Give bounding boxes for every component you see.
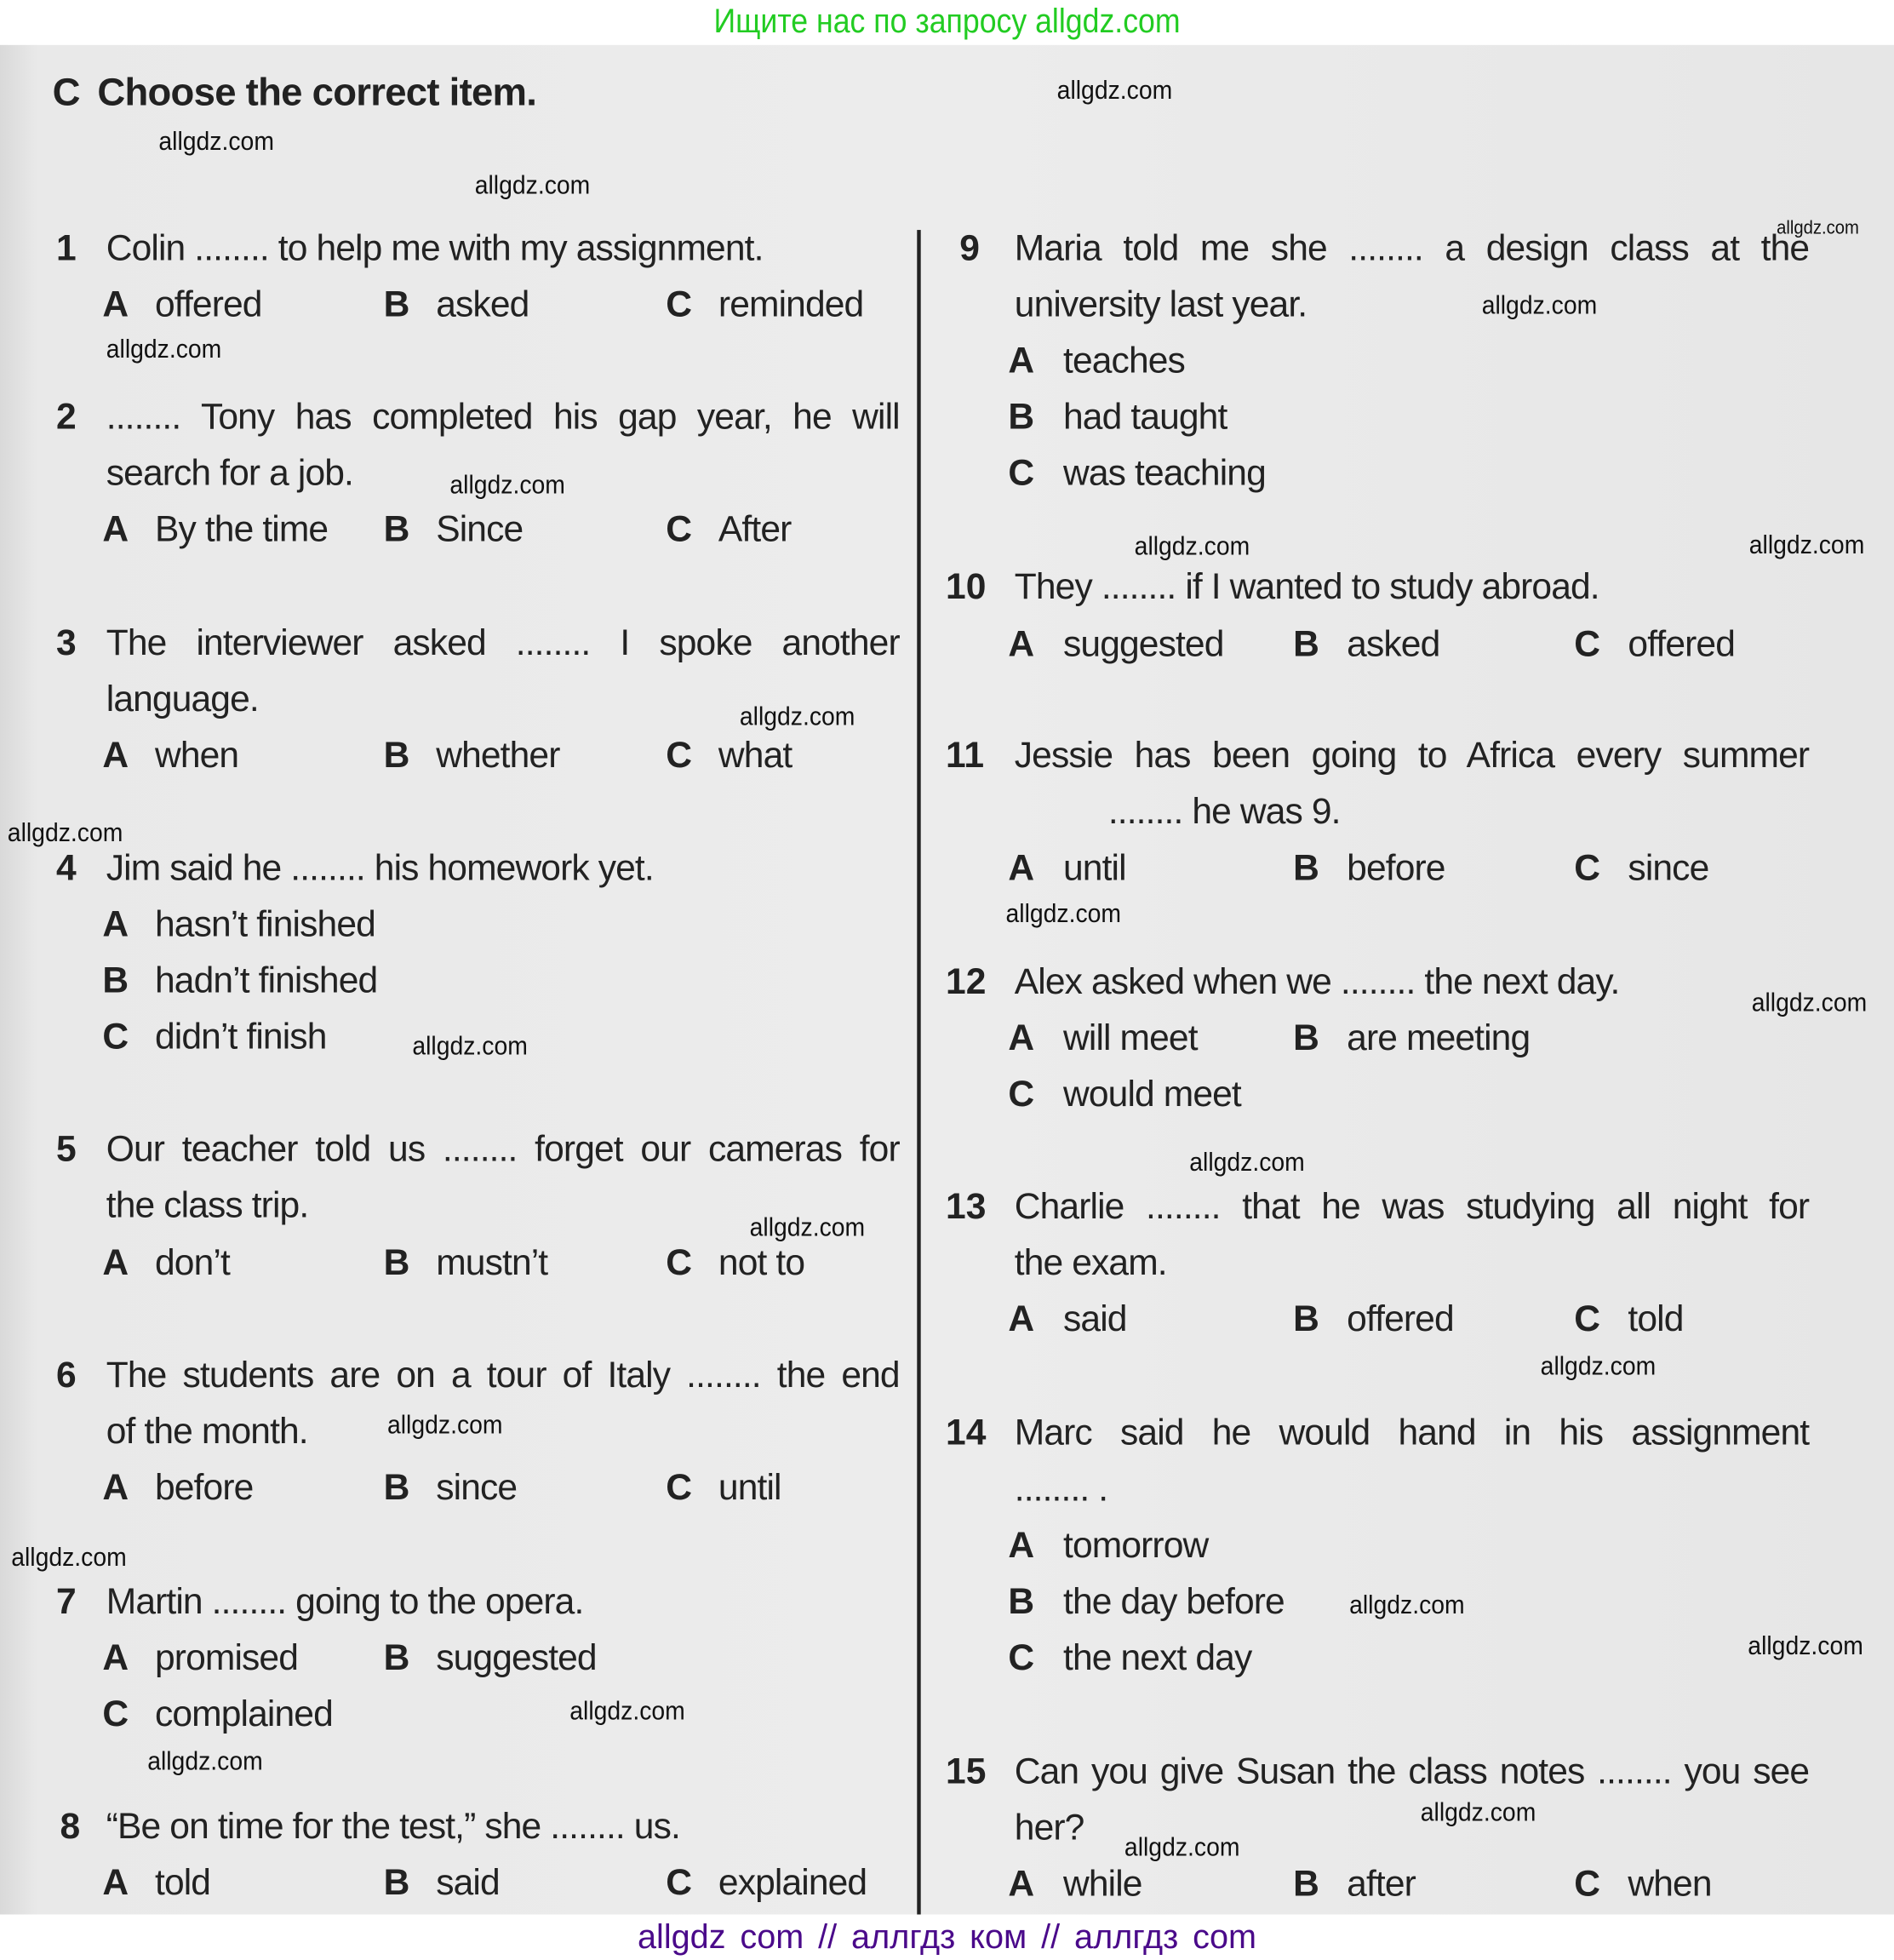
option-letter: C xyxy=(666,1863,693,1904)
option-text: whether xyxy=(436,736,560,777)
question-number: 9 xyxy=(959,228,980,269)
question-text: ........ . xyxy=(1014,1470,1108,1510)
option-text: what xyxy=(718,736,793,777)
watermark: allgdz.com xyxy=(1134,532,1250,561)
option-text: said xyxy=(1063,1299,1127,1340)
option-letter: C xyxy=(1574,1864,1601,1905)
option-letter: A xyxy=(1008,1299,1035,1340)
question-number: 11 xyxy=(946,736,985,777)
option-text: not to xyxy=(718,1243,805,1284)
option-text: until xyxy=(1063,848,1126,889)
option-text: promised xyxy=(154,1638,299,1679)
option-text: said xyxy=(436,1863,500,1904)
question-text: ........ he was 9. xyxy=(1107,792,1341,833)
option-letter: B xyxy=(1293,1299,1319,1340)
option-letter: B xyxy=(1293,1864,1319,1905)
watermark: allgdz.com xyxy=(158,127,274,157)
watermark: allgdz.com xyxy=(1005,899,1122,929)
option-letter: A xyxy=(1008,341,1035,381)
option-text: asked xyxy=(436,284,529,325)
option-letter: C xyxy=(1574,1299,1601,1340)
option-text: when xyxy=(154,736,239,777)
option-letter: B xyxy=(1293,624,1319,665)
question-text: the class trip. xyxy=(106,1185,309,1226)
option-letter: A xyxy=(1008,848,1035,889)
option-text: hadn’t finished xyxy=(154,960,378,1001)
option-text: was teaching xyxy=(1063,453,1266,494)
option-text: offered xyxy=(154,284,262,325)
option-text: had taught xyxy=(1063,397,1227,438)
option-letter: B xyxy=(383,1243,410,1284)
watermark: allgdz.com xyxy=(474,171,591,200)
option-letter: A xyxy=(102,1863,129,1904)
option-text: explained xyxy=(718,1863,867,1904)
question-text: Alex asked when we ........ the next day. xyxy=(1014,962,1620,1003)
option-letter: B xyxy=(1008,1582,1035,1623)
option-text: before xyxy=(1347,848,1445,889)
option-text: By the time xyxy=(154,509,329,550)
option-letter: A xyxy=(102,1638,129,1679)
option-text: the next day xyxy=(1063,1638,1252,1679)
option-text: since xyxy=(436,1468,518,1509)
option-letter: C xyxy=(102,1017,129,1057)
question-text: search for a job. xyxy=(106,453,353,494)
option-text: until xyxy=(718,1468,781,1509)
option-text: After xyxy=(718,509,792,550)
column-divider xyxy=(917,230,920,1914)
question-text: The interviewer asked ........ I spoke another xyxy=(106,623,900,664)
question-text: “Be on time for the test,” she ........ us. xyxy=(106,1807,680,1848)
option-letter: A xyxy=(1008,1864,1035,1905)
question-number: 5 xyxy=(56,1129,77,1170)
option-letter: A xyxy=(1008,1526,1035,1567)
watermark: allgdz.com xyxy=(1777,217,1859,239)
watermark: allgdz.com xyxy=(1748,530,1865,560)
watermark: allgdz.com xyxy=(1420,1798,1536,1827)
option-text: would meet xyxy=(1063,1075,1241,1115)
question-number: 3 xyxy=(56,623,77,664)
watermark: allgdz.com xyxy=(147,1746,263,1776)
question-text: university last year. xyxy=(1014,284,1307,325)
option-letter: B xyxy=(383,1638,410,1679)
section-letter: C xyxy=(52,70,80,114)
watermark: allgdz.com xyxy=(739,702,855,731)
option-letter: C xyxy=(666,736,693,777)
option-letter: B xyxy=(1293,848,1319,889)
option-letter: A xyxy=(102,509,129,550)
watermark: allgdz.com xyxy=(1751,988,1868,1017)
question-text: Can you give Susan the class notes ........ you see xyxy=(1014,1751,1810,1792)
option-letter: C xyxy=(666,284,693,325)
option-text: don’t xyxy=(154,1243,230,1284)
option-letter: B xyxy=(102,960,129,1001)
watermark: allgdz.com xyxy=(749,1213,866,1242)
option-letter: B xyxy=(1293,1018,1319,1059)
option-text: will meet xyxy=(1063,1018,1198,1059)
option-letter: B xyxy=(383,509,410,550)
question-number: 8 xyxy=(60,1807,81,1848)
option-letter: A xyxy=(1008,1018,1035,1059)
watermark: allgdz.com xyxy=(386,1411,503,1440)
question-number: 6 xyxy=(56,1355,77,1396)
option-text: before xyxy=(154,1468,254,1509)
option-letter: C xyxy=(666,1243,693,1284)
option-text: hasn’t finished xyxy=(154,904,375,945)
question-text: Martin ........ going to the opera. xyxy=(106,1582,584,1623)
watermark: allgdz.com xyxy=(7,818,123,848)
option-text: mustn’t xyxy=(436,1243,548,1284)
option-letter: A xyxy=(102,904,129,945)
question-number: 7 xyxy=(56,1582,77,1623)
option-letter: C xyxy=(1574,624,1601,665)
question-text: her? xyxy=(1014,1808,1084,1848)
option-letter: B xyxy=(383,1468,410,1509)
option-letter: B xyxy=(383,736,410,777)
option-text: after xyxy=(1347,1864,1416,1905)
option-letter: B xyxy=(383,284,410,325)
option-letter: A xyxy=(102,736,129,777)
question-number: 15 xyxy=(946,1751,987,1792)
watermark: allgdz.com xyxy=(1124,1833,1240,1862)
question-number: 1 xyxy=(56,228,77,269)
section-title: Choose the correct item. xyxy=(97,70,537,114)
option-text: told xyxy=(154,1863,211,1904)
question-text: The students are on a tour of Italy ........ the end xyxy=(106,1355,900,1396)
option-text: teaches xyxy=(1063,341,1185,381)
option-text: suggested xyxy=(436,1638,597,1679)
watermark: allgdz.com xyxy=(449,471,565,501)
section-heading xyxy=(53,70,537,115)
search-banner[interactable]: Ищите нас по запросу allgdz.com xyxy=(713,2,1181,40)
option-text: the day before xyxy=(1063,1582,1285,1623)
option-letter: A xyxy=(102,1468,129,1509)
option-text: told xyxy=(1628,1299,1684,1340)
question-text: of the month. xyxy=(106,1412,308,1453)
watermark: allgdz.com xyxy=(1748,1631,1863,1661)
watermark: allgdz.com xyxy=(1481,290,1598,320)
option-letter: C xyxy=(666,1468,693,1509)
option-text: since xyxy=(1628,848,1709,889)
question-text: Jessie has been going to Africa every summer xyxy=(1014,736,1810,777)
option-text: offered xyxy=(1628,624,1735,665)
option-text: Since xyxy=(436,509,524,550)
option-letter: A xyxy=(1008,624,1035,665)
question-text: Charlie ........ that he was studying all night for xyxy=(1014,1187,1810,1228)
watermark: allgdz.com xyxy=(1349,1590,1465,1620)
watermark: allgdz.com xyxy=(11,1543,127,1573)
option-text: reminded xyxy=(718,284,864,325)
question-number: 4 xyxy=(56,848,77,889)
option-letter: C xyxy=(1574,848,1601,889)
question-text: Colin ........ to help me with my assignment. xyxy=(106,228,764,269)
option-letter: B xyxy=(383,1863,410,1904)
option-text: tomorrow xyxy=(1063,1526,1209,1567)
option-text: while xyxy=(1063,1864,1142,1905)
question-text: Jim said he ........ his homework yet. xyxy=(106,848,654,889)
footer-watermark: allgdz com // аллгдз ком // аллгдз com xyxy=(637,1917,1257,1956)
option-letter: C xyxy=(666,509,693,550)
option-text: didn’t finish xyxy=(154,1017,327,1057)
question-number: 10 xyxy=(946,567,987,608)
question-text: Our teacher told us ........ forget our cameras for xyxy=(106,1129,900,1170)
watermark: allgdz.com xyxy=(569,1697,685,1726)
watermark: allgdz.com xyxy=(1540,1352,1657,1381)
option-text: complained xyxy=(154,1694,333,1735)
question-number: 14 xyxy=(946,1413,987,1453)
option-text: when xyxy=(1628,1864,1712,1905)
option-text: suggested xyxy=(1063,624,1224,665)
option-letter: C xyxy=(1008,453,1035,494)
option-letter: B xyxy=(1008,397,1035,438)
question-number: 13 xyxy=(946,1187,987,1228)
option-text: asked xyxy=(1347,624,1440,665)
watermark: allgdz.com xyxy=(106,335,222,364)
option-letter: C xyxy=(102,1694,129,1735)
watermark: allgdz.com xyxy=(412,1032,528,1062)
option-letter: C xyxy=(1008,1638,1035,1679)
question-text: They ........ if I wanted to study abroad. xyxy=(1014,567,1599,608)
question-text: ........ Tony has completed his gap year, he will xyxy=(106,397,900,438)
watermark: allgdz.com xyxy=(1056,76,1173,106)
option-letter: A xyxy=(102,1243,129,1284)
option-letter: C xyxy=(1008,1075,1035,1115)
option-text: are meeting xyxy=(1347,1018,1531,1059)
question-text: Marc said he would hand in his assignment xyxy=(1014,1413,1810,1453)
option-letter: A xyxy=(102,284,129,325)
question-number: 12 xyxy=(946,962,987,1003)
option-text: offered xyxy=(1347,1299,1454,1340)
question-text: Maria told me she ........ a design class at the xyxy=(1014,228,1810,269)
question-text: the exam. xyxy=(1014,1243,1167,1284)
question-number: 2 xyxy=(56,397,77,438)
watermark: allgdz.com xyxy=(1189,1148,1305,1178)
question-text: language. xyxy=(106,679,259,720)
